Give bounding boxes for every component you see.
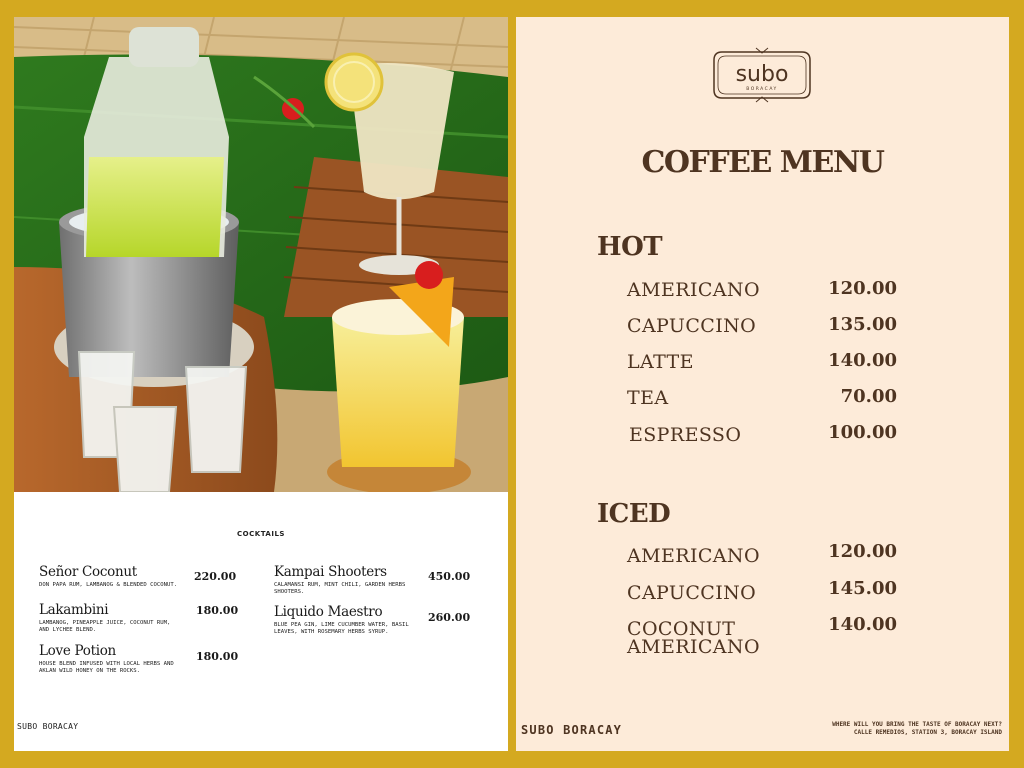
menu-item-name: AMERICANO (627, 545, 760, 567)
menu-item-name-line2: AMERICANO (627, 636, 760, 658)
cocktail-name: Kampai Shooters (274, 564, 387, 580)
cocktail-name: Lakambini (39, 602, 109, 618)
menu-item-price: 145.00 (828, 578, 897, 599)
cocktail-price: 260.00 (428, 611, 471, 624)
cocktail-price: 220.00 (194, 570, 237, 583)
cocktail-description: CALAMANSI RUM, MINT CHILI, GARDEN HERBS SHOOTERS. (274, 582, 406, 595)
cocktail-description: HOUSE BLEND INFUSED WITH LOCAL HERBS AND AKLAN WILD HONEY ON THE ROCKS. (39, 661, 174, 674)
cocktail-item (274, 564, 414, 595)
menu-item-name: TEA (627, 387, 669, 409)
menu-item-price: 140.00 (828, 614, 897, 635)
cocktail-description: BLUE PEA GIN, LIME CUCUMBER WATER, BASIL LEAVES, WITH ROSEMARY HERBS SYRUP. (274, 622, 409, 635)
menu-item-name: COCONUT (627, 618, 736, 640)
menu-item-price: 120.00 (828, 278, 897, 299)
menu-item-price: 120.00 (828, 541, 897, 562)
menu-item-name: CAPUCCINO (627, 315, 757, 337)
menu-item-price: 140.00 (828, 350, 897, 371)
cocktail-name: Love Potion (39, 643, 116, 659)
cocktail-item (274, 604, 414, 635)
coffee-menu-page (516, 17, 1009, 751)
cocktail-description: DON PAPA RUM, LAMBANOG & BLENDED COCONUT. (39, 582, 178, 588)
cocktail-price: 450.00 (428, 570, 471, 583)
cocktail-item (39, 643, 179, 674)
subo-logo (712, 46, 812, 108)
menu-item-name: AMERICANO (627, 279, 760, 301)
cocktail-menu-page (14, 17, 508, 751)
cocktail-description: LAMBANOG, PINEAPPLE JUICE, COCONUT RUM, AND LYCHEE BLEND. (39, 620, 171, 633)
logo-subtext: BORACAY (746, 87, 778, 92)
brand-footer: SUBO BORACAY (17, 722, 79, 731)
footer-line-2: CALLE REMEDIOS, STATION 3, BORACAY ISLAND (853, 729, 1002, 736)
menu-item-price: 70.00 (840, 386, 897, 407)
cocktail-name: Liquido Maestro (274, 604, 383, 620)
cocktails-photo (14, 17, 508, 492)
menu-item-name: LATTE (627, 351, 694, 373)
brand-footer: SUBO BORACAY (521, 723, 623, 737)
cocktail-item (39, 564, 179, 589)
menu-item-price: 135.00 (828, 314, 897, 335)
cocktail-price: 180.00 (196, 604, 239, 617)
section-heading-hot: HOT (597, 232, 663, 262)
menu-item-name: ESPRESSO (629, 424, 742, 446)
footer-tagline (832, 721, 1002, 737)
menu-item-price: 100.00 (828, 422, 897, 443)
logo-text: subo (735, 62, 789, 87)
footer-line-1: WHERE WILL YOU BRING THE TASTE OF BORACAY NEXT? (832, 721, 1002, 728)
cocktail-price: 180.00 (196, 650, 239, 663)
section-heading-iced: ICED (597, 499, 671, 529)
menu-item-name: CAPUCCINO (627, 582, 757, 604)
menu-title: COFFEE MENU (641, 145, 884, 180)
cocktail-name: Señor Coconut (39, 564, 137, 580)
cocktail-item (39, 602, 179, 633)
cocktails-heading: COCKTAILS (237, 530, 285, 538)
